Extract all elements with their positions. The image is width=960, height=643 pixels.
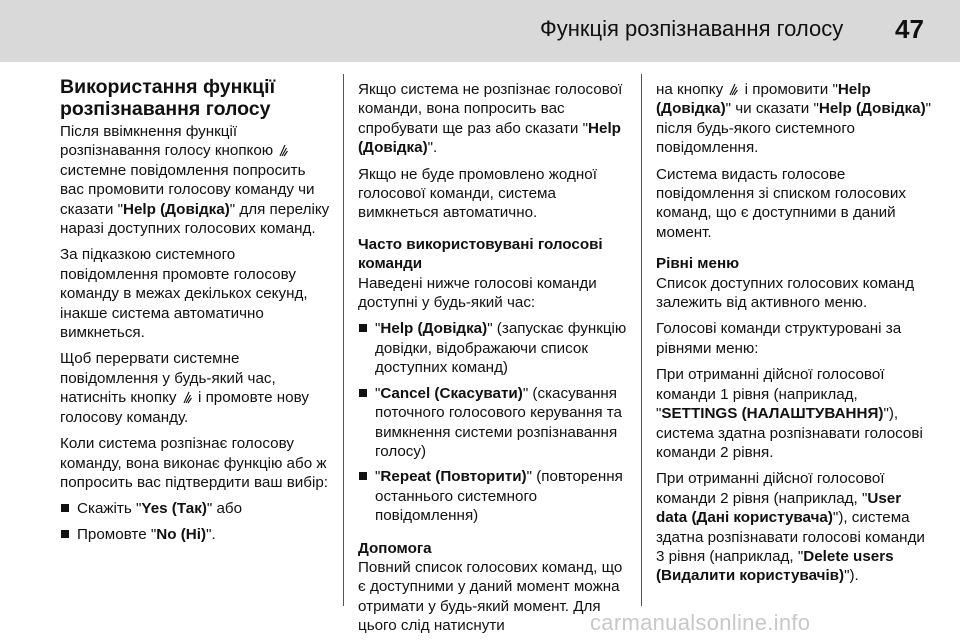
page-title: Функція розпізнавання голосу: [540, 16, 844, 41]
column-3: [656, 80, 936, 593]
subheading: Рівні меню: [656, 255, 740, 273]
paragraph: За підказкою системного повідомлення промовте голосову команду в межах декількох секунд, інакше система автоматично вимкнеться.: [60, 246, 308, 342]
paragraph: Наведені нижче голосові команди доступні у будь-який час:: [358, 274, 597, 312]
microphone-icon: [729, 83, 738, 96]
paragraph: Після ввімкнення функції розпізнавання голосу кнопкою системне повідомлення попросить вас промовити голосову команду чи сказати "Help (Довідка)" для переліку наразі доступних голосових команд.: [60, 123, 330, 238]
list-item: "Help (Довідка)" (запускає функцію довідки, відображаючи список доступних команд): [358, 319, 634, 377]
page-number: 47: [895, 14, 924, 44]
microphone-icon: [183, 391, 192, 404]
microphone-icon: [279, 144, 288, 157]
watermark: carmanualsonline.info: [590, 610, 811, 635]
paragraph: Список доступних голосових команд залежить від активного меню.: [656, 274, 915, 312]
bullet-list: [358, 319, 634, 525]
paragraph: Якщо система не розпізнає голосової команди, вона попросить вас спробувати ще раз або сказати "Help (Довідка)".: [358, 81, 623, 157]
paragraph: Коли система розпізнає голосову команду, вона виконає функцію або ж попросить вас підтвердити ваш вибір:: [60, 435, 329, 491]
column-divider: [641, 74, 642, 606]
paragraph: Система видасть голосове повідомлення зі списком голосових команд, що є доступними в даний момент.: [656, 165, 906, 241]
paragraph: При отриманні дійсної голосової команди 1 рівня (наприклад, "SETTINGS (НАЛАШТУВАННЯ)"), система здатна розпізнавати голосові команди 2 рівня.: [656, 366, 923, 461]
list-item: "Repeat (Повторити)" (повторення останнього системного повідомлення): [358, 467, 634, 525]
column-divider: [343, 74, 344, 606]
list-item: Промовте "No (Ні)".: [60, 525, 330, 544]
list-item: "Cancel (Скасувати)" (скасування поточного голосового керування та вимкнення системи розпізнавання голосу): [358, 384, 634, 462]
list-item: Скажіть "Yes (Так)" або: [60, 499, 330, 518]
column-1: [60, 76, 330, 551]
page-header: [0, 0, 960, 62]
paragraph: на кнопку і промовити "Help (Довідка)" чи сказати "Help (Довідка)" після будь-якого системного повідомлення.: [656, 81, 932, 157]
paragraph: Щоб перервати системне повідомлення у будь-який час, натисніть кнопку і промовте нову голосову команду.: [60, 350, 309, 426]
subheading: Часто використовувані голосові команди: [358, 235, 603, 273]
subheading: Допомога: [358, 539, 432, 557]
paragraph: При отриманні дійсної голосової команди 2 рівня (наприклад, "User data (Дані користувача)"), система здатна розпізнавати голосові команди 3 рівня (наприклад, "Delete users (Видалити користувачів)").: [656, 470, 925, 585]
section-heading: Використання функції розпізнавання голосу: [60, 76, 276, 120]
paragraph: Голосові команди структуровані за рівнями меню:: [656, 320, 902, 357]
paragraph: Якщо не буде промовлено жодної голосової команди, система вимкнеться автоматично.: [358, 165, 597, 222]
paragraph: Повний список голосових команд, що є доступними у даний момент можна отримати у будь-який момент. Для цього слід натиснути: [358, 558, 623, 635]
column-2: [358, 80, 634, 643]
bullet-list: [60, 499, 330, 544]
